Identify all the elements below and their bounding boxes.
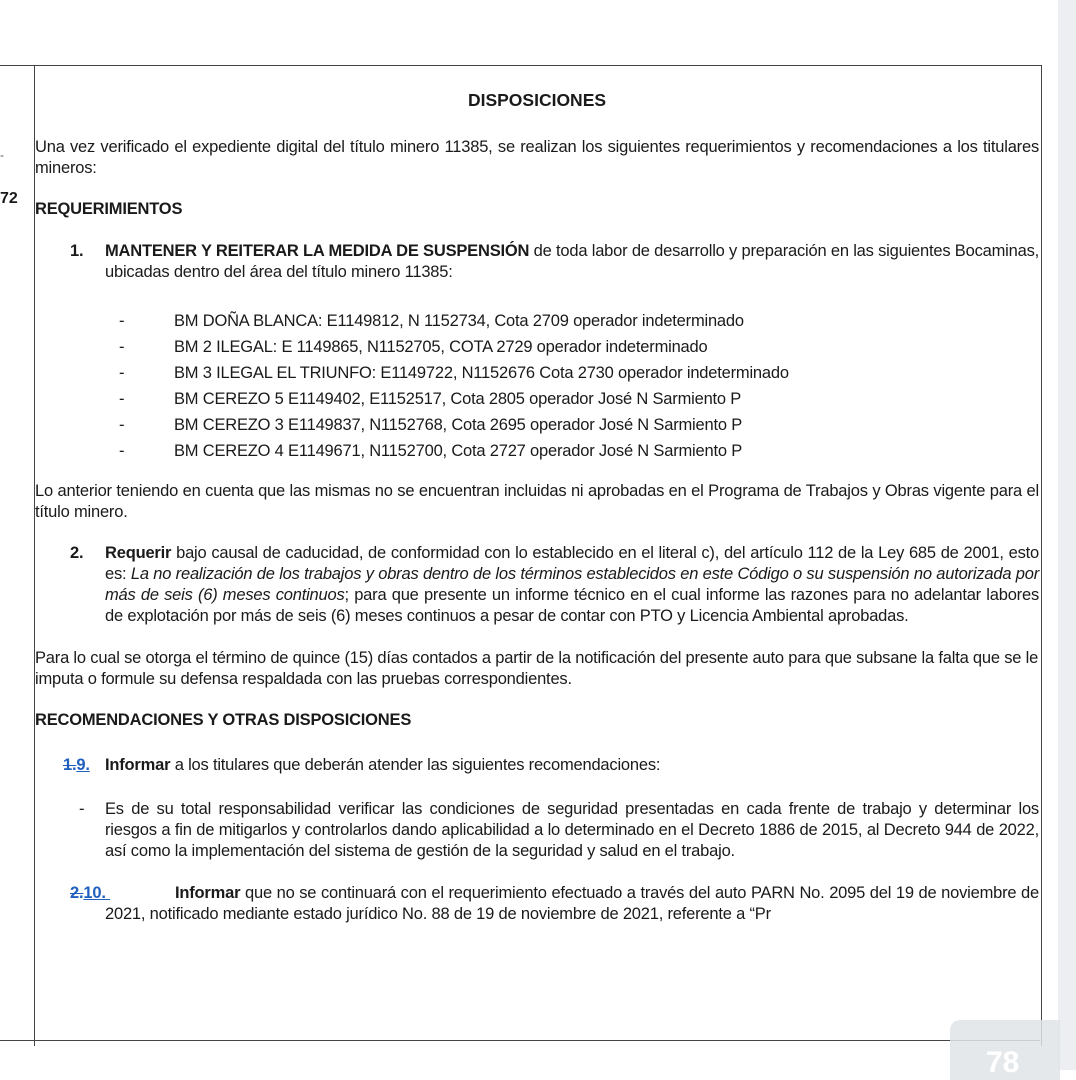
margin-fragment: 72 — [0, 190, 18, 207]
item-2-text-a: bajo causal de caducidad, de conformidad con lo establecido en el literal c), del artículo 112 de la Ley 685 de 2001, esto es: — [105, 544, 1039, 583]
list-item: - BM 3 ILEGAL EL TRIUNFO: E1149722, N1152676 Cota 2730 operador indeterminado — [119, 364, 789, 382]
item-1-text: de toda labor de desarrollo y preparación en las siguientes Bocaminas, ubicadas dentro del área del título minero 11385: — [105, 242, 1040, 281]
item-2-bold: Requerir — [105, 544, 172, 562]
requerimiento-item-2 — [35, 543, 1039, 627]
item-1-bold: MANTENER Y REITERAR LA MEDIDA DE SUSPENSIÓN — [105, 242, 530, 260]
requerimientos-heading: REQUERIMIENTOS — [35, 200, 183, 218]
item-2-italic-quote: La no realización de los trabajos y obras dentro de los términos establecidos en este Código o su suspensión no autorizada por más de seis (6) meses continuos — [105, 565, 1039, 604]
tracked-number: 1.9. — [63, 756, 90, 774]
item-number: 2. — [70, 544, 84, 562]
requerimiento-item-1 — [35, 241, 1039, 283]
list-item: - BM 2 ILEGAL: E 1149865, N1152705, COTA 2729 operador indeterminado — [119, 338, 708, 356]
list-item: - BM CEREZO 3 E1149837, N1152768, Cota 2695 operador José N Sarmiento P — [119, 416, 743, 434]
item-10-bold: Informar — [175, 884, 241, 902]
recomendaciones-heading: RECOMENDACIONES Y OTRAS DISPOSICIONES — [35, 711, 412, 729]
item-2-text-b: ; para que presente un informe técnico en el cual informe las razones para no adelantar labores de explotación por más de seis (6) meses continuos a pesar de contar con PTO y Licencia Ambiental aprobadas. — [105, 586, 1039, 625]
intro-paragraph: Una vez verificado el expediente digital del título minero 11385, se realizan los siguientes requerimientos y recomendaciones a los titulares mineros: — [35, 138, 1039, 177]
anterior-paragraph: Lo anterior teniendo en cuenta que las mismas no se encuentran incluidas ni aprobadas en el Programa de Trabajos y Obras vigente para el título minero. — [35, 482, 1039, 521]
item-number: 1. — [70, 242, 84, 260]
recomendacion-bullet: - Es de su total responsabilidad verificar las condiciones de seguridad presentadas en cada frente de trabajo y determinar los riesgos a fin de mitigarlos y controlarlos dando aplicabilidad a lo determinado en el Decreto 1886 de 2015, al Decreto 944 de 2022, así como la implementación del sistema de gestión de la seguridad y salud en el trabajo. — [79, 800, 1039, 860]
list-item: - BM DOÑA BLANCA: E1149812, N 1152734, Cota 2709 operador indeterminado — [119, 312, 744, 330]
item-9-text: a los titulares que deberán atender las siguientes recomendaciones: — [170, 756, 661, 774]
margin-tick: - — [0, 148, 4, 162]
bullet-text: Es de su total responsabilidad verificar las condiciones de seguridad presentadas en cada frente de trabajo y determinar los riesgos a fin de mitigarlos y controlarlos dando aplicabilidad a lo determinado en el Decreto 1886 de 2015, al Decreto 944 de 2022, así como la implementación del sistema de gestión de la seguridad y salud en el trabajo. — [105, 800, 1039, 860]
bocaminas-list — [35, 308, 1039, 464]
item-9-bold: Informar — [105, 756, 171, 774]
recomendacion-item-10 — [35, 883, 1039, 925]
item-10-text: que no se continuará con el requerimiento efectuado a través del auto PARN No. 2095 del 19 de noviembre de 2021, notificado mediante estado jurídico No. 88 de 19 de noviembre de 2021, referente a “Pr — [105, 884, 1039, 923]
page-number-badge — [950, 1020, 1060, 1080]
document-body — [35, 90, 1039, 925]
list-item: - BM CEREZO 4 E1149671, N1152700, Cota 2727 operador José N Sarmiento P — [119, 442, 743, 460]
table-bottom-border — [0, 1040, 1040, 1041]
recomendacion-item-9 — [35, 755, 1039, 776]
table-top-border-left — [0, 65, 34, 66]
page-title: DISPOSICIONES — [467, 90, 607, 110]
page-number: 78 — [986, 1046, 1020, 1079]
tracked-number: 2.10. — [70, 884, 106, 902]
list-item: - BM CEREZO 5 E1149402, E1152517, Cota 2805 operador José N Sarmiento P — [119, 390, 742, 408]
termino-paragraph: Para lo cual se otorga el término de quince (15) días contados a partir de la notificación del presente auto para que subsane la falta que se le imputa o formule su defensa respaldada con las pruebas correspondientes. — [35, 649, 1039, 688]
window-edge-strip — [1058, 0, 1076, 1070]
